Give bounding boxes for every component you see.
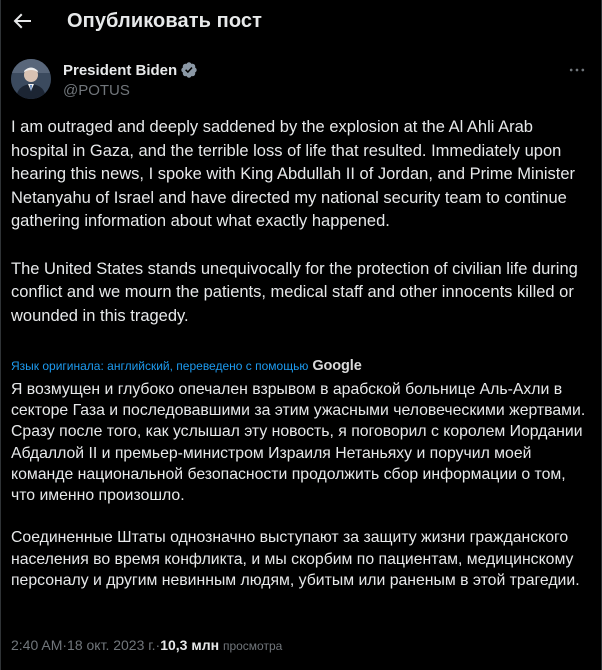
google-logo: Google [312, 358, 362, 374]
post-metadata [11, 637, 282, 653]
views-label: просмотра [222, 639, 283, 653]
page-title: Опубликовать пост [67, 10, 263, 32]
post-text-translated: Я возмущен и глубоко опечален взрывом в арабской больнице Аль-Ахли в секторе Газа и последовавшими за этим ужасными человеческими жертвами. Сразу после того, как услышал эту новость, я поговорил с королем Иордании Абдаллой II и премьер-министром Израиля Нетаньяху и поручил моей команде национальной безопасности продолжить сбор информации о том, что именно произошло. Соединенные Штаты однозначно выступают за защиту жизни гражданского населения во время конфликта, и мы скорбим по пациентам, медицинскому персоналу и другим невинным людям, убитым или раненым в этой трагедии. [11, 381, 586, 589]
back-button[interactable] [10, 9, 34, 33]
post-date[interactable]: 18 окт. 2023 г. [67, 637, 156, 653]
profile-photo [11, 59, 51, 99]
meta-separator: · [155, 637, 161, 653]
more-options-button[interactable] [567, 60, 587, 80]
author-name-row [63, 61, 198, 79]
translation-attribution [11, 357, 362, 375]
arrow-left-icon [10, 9, 34, 33]
meta-separator: · [62, 637, 68, 653]
verified-badge-icon [180, 61, 198, 79]
top-bar [1, 0, 601, 44]
post-time[interactable]: 2:40 AM [11, 637, 63, 653]
more-horizontal-icon [567, 60, 587, 80]
author-name[interactable]: President Biden [63, 61, 178, 79]
post-author [11, 56, 591, 104]
translation-note-link[interactable]: Язык оригинала: английский, переведено с помощью [11, 359, 309, 373]
post-text-original: I am outraged and deeply saddened by the explosion at the Al Ahli Arab hospital in Gaza, and the terrible loss of life that resulted. Immediately upon hearing this news, I spoke with King Abdullah II of Jordan, and Prime Minister Netanyahu of Israel and have directed my national security team to continue gathering information about what exactly happened. The United States stands unequivocally for the protection of civilian life during conflict and we mourn the patients, medical staff and other innocents killed or wounded in this tragedy. [11, 118, 578, 325]
views-count: 10,3 млн [160, 637, 220, 653]
author-handle[interactable]: @POTUS [63, 82, 130, 99]
avatar[interactable] [11, 59, 51, 99]
